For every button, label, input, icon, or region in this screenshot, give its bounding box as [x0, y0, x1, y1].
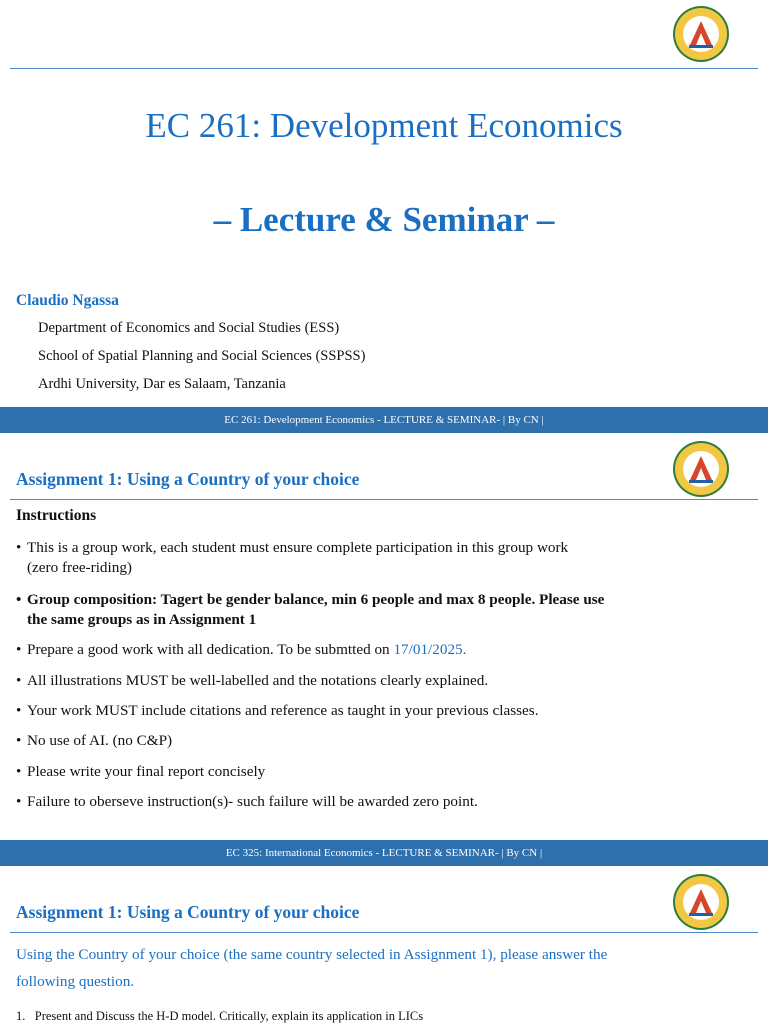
university-logo	[672, 873, 730, 931]
ardhi-logo-icon	[672, 440, 730, 498]
question-text: Present and Discuss the H-D model. Critically, explain its application in LICs	[34, 1009, 424, 1023]
slide-footer-band: EC 261: Development Economics - LECTURE & SEMINAR- | By CN |	[0, 407, 768, 433]
heading-rule	[10, 499, 758, 500]
question-intro-line: Using the Country of your choice (the same country selected in Assignment 1), please answer the	[16, 946, 608, 963]
ardhi-logo-icon	[672, 873, 730, 931]
instruction-item: • Prepare a good work with all dedication. To be submtted on 17/01/2025.	[16, 641, 467, 658]
instruction-text: Failure to oberseve instruction(s)- such failure will be awarded zero point.	[27, 793, 478, 810]
instruction-continuation: (zero free-riding)	[27, 559, 132, 576]
university-logo	[672, 440, 730, 498]
question-number: 1.	[16, 1009, 26, 1023]
instruction-text: Your work MUST include citations and reference as taught in your previous classes.	[27, 702, 539, 719]
instruction-item: • Failure to oberseve instruction(s)- such failure will be awarded zero point.	[16, 793, 478, 810]
slide-footer-band: EC 325: International Economics - LECTURE & SEMINAR- | By CN |	[0, 840, 768, 866]
course-subtitle: – Lecture & Seminar –	[213, 200, 555, 239]
instruction-text: Please write your final report concisely	[27, 763, 266, 780]
instruction-item: • All illustrations MUST be well-labelled and the notations clearly explained.	[16, 672, 489, 689]
deadline-date: 17/01/2025.	[393, 641, 467, 658]
header-rule	[10, 68, 758, 69]
question-item	[16, 1009, 423, 1024]
instructions-label: Instructions	[16, 507, 97, 524]
slide-heading: Assignment 1: Using a Country of your choice	[16, 902, 360, 922]
instruction-item: • No use of AI. (no C&P)	[16, 732, 173, 749]
instruction-text: No use of AI. (no C&P)	[27, 732, 173, 749]
slide-heading: Assignment 1: Using a Country of your choice	[16, 469, 360, 489]
heading-rule	[10, 932, 758, 933]
affiliation-school: School of Spatial Planning and Social Sciences (SSPSS)	[38, 348, 366, 364]
ardhi-logo-icon	[672, 5, 730, 63]
question-intro	[16, 941, 746, 995]
instruction-item: • Please write your final report concisely	[16, 763, 266, 780]
instruction-item: • Your work MUST include citations and reference as taught in your previous classes.	[16, 702, 539, 719]
question-intro-line: following question.	[16, 973, 135, 990]
instruction-text: This is a group work, each student must ensure complete participation in this group work	[27, 539, 569, 556]
university-logo	[672, 5, 730, 63]
instruction-text: All illustrations MUST be well-labelled and the notations clearly explained.	[27, 672, 489, 689]
affiliation-university: Ardhi University, Dar es Salaam, Tanzania	[38, 376, 286, 392]
instruction-text: Prepare a good work with all dedication. To be submtted on	[27, 641, 394, 658]
instruction-continuation: the same groups as in Assignment 1	[27, 611, 257, 628]
instruction-item: • Group composition: Tagert be gender balance, min 6 people and max 8 people. Please use the same groups as in Assignment 1	[16, 590, 746, 630]
affiliation-department: Department of Economics and Social Studies (ESS)	[38, 320, 340, 336]
instruction-item: • This is a group work, each student must ensure complete participation in this group work (zero free-riding)	[16, 538, 746, 578]
course-title: EC 261: Development Economics	[145, 106, 623, 145]
instruction-text: Group composition: Tagert be gender balance, min 6 people and max 8 people. Please use	[27, 591, 605, 608]
author-name: Claudio Ngassa	[16, 292, 119, 309]
